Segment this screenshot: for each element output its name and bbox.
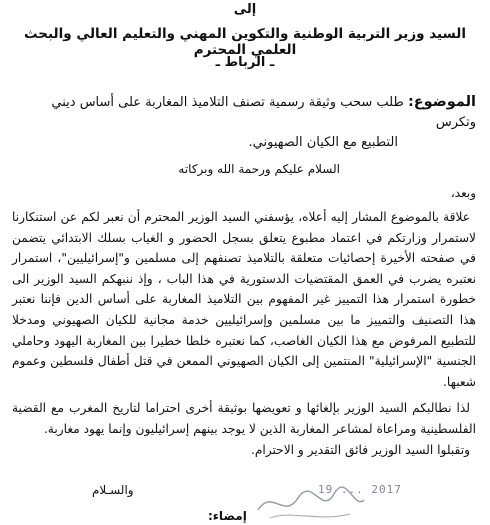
handwritten-signature [250, 480, 370, 525]
body-paragraph-3: وتقبلوا السيد الوزير فائق التقدير و الاحترام. [250, 442, 470, 457]
closing: والسـلام [92, 483, 134, 497]
body-paragraph-2: لذا نطالبكم السيد الوزير بإلغائها و تعويضها بوثيقة أخرى احتراما لتاريخ المغرب مع القضية الفلسطينية ومراعاة لمشاعر المغاربة الذين لا يوجد بينهم إسرائيليون وإنما يهود مغاربة. [12, 401, 476, 436]
greeting: السلام عليكم ورحمة الله وبركاته [178, 162, 340, 176]
recipient-minister: السيد وزير التربية الوطنية والتكوين المهني والتعليم العالي والبحث العلمي المحترم [24, 26, 466, 58]
letter-body [12, 207, 476, 460]
recipient-to: إلى [233, 2, 257, 17]
recipient-city: ـ الرباط ـ [215, 55, 275, 70]
subject-label: الموضوع: [407, 94, 476, 110]
date-stamp: 2017 ... 19 [318, 483, 402, 496]
signature-label: إمضاء: [208, 509, 247, 523]
subject-line-1: طلب سحب وثيقة رسمية تصنف التلاميذ المغاربة على أساس ديني وتكرس [51, 95, 476, 130]
body-paragraph-1: علاقة بالموضوع المشار إليه أعلاه، يؤسفني السيد الوزير المحترم أن نعبر لكم عن استنكارنا لاستمرار وزارتكم في اعتماد مطبوع يتعلق بسجل الحضور و الغياب بسلك الابتدائي يتضمن في صفحته الأخيرة إحصائيات متعلقة بالتلاميذ تصنفهم إلى مسلمين و"إسرائيليين"، استمرار نعتبره يضرب في العمق المقتضيات الدستورية في هذا الباب ، وإذ ننبهكم السيد الوزير الى خطورة استمرار هذا التمييز غير المفهوم بين التلاميذ المغاربة على أساس الدين فإننا نعتبر هذا التصنيف والتمييز ما بين مسلمين وإسرائيليين خدمة مجانية للكيان الصهيوني ومدخلا للتطبيع المرفوض مع هذا الكيان الغاصب، كما نعتبره خلطا خطيرا بين المغاربة اليهود وحاملي الجنسية "الإسرائيلية" المنتمين إلى الكيان الصهيوني الممعن في قتل أطفال فلسطين وعموم شعبها. [12, 210, 476, 389]
subject-block [10, 92, 476, 153]
subject-line-2: التطبيع مع الكيان الصهيوني. [248, 135, 398, 150]
wabad: وبعد، [450, 186, 476, 200]
